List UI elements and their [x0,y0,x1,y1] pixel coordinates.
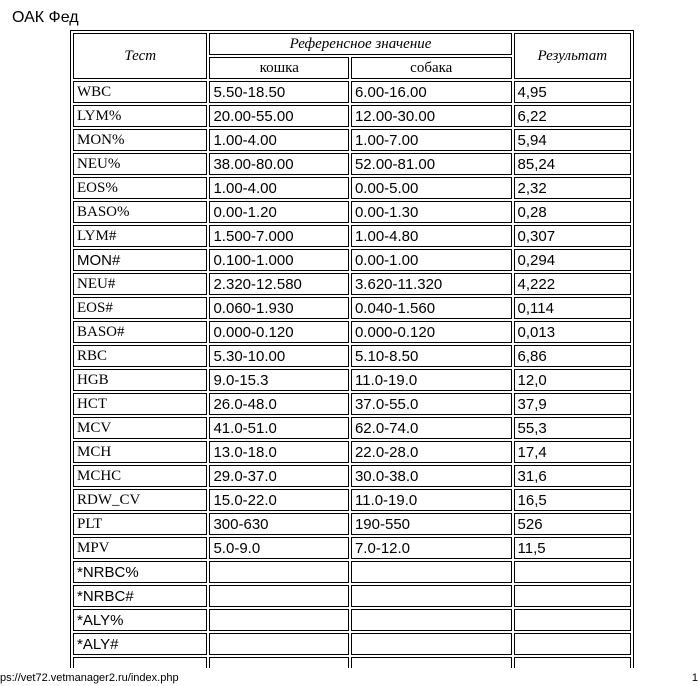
table-row [73,633,631,655]
cell-test: *NRBC# [73,585,207,607]
cell-result: 5,94 [514,129,631,151]
cell-dog [351,561,512,583]
cell-cat: 0.100-1.000 [209,249,349,271]
cell-test: PLT [73,513,207,535]
cell-dog: 3.620-11.320 [351,273,512,295]
cell-test: HGB [73,369,207,391]
cell-cat: 1.00-4.00 [209,129,349,151]
cell-result: 11,5 [514,537,631,559]
cell-test: WBC [73,81,207,103]
cell-dog: 5.10-8.50 [351,345,512,367]
cell-cat: 1.500-7.000 [209,225,349,247]
table-row [73,225,631,247]
cell-test: EOS# [73,297,207,319]
cell-result: 6,22 [514,105,631,127]
table-row [73,201,631,223]
cell-test: HCT [73,393,207,415]
table-row [73,81,631,103]
cell-result: 12,0 [514,369,631,391]
table-row [73,369,631,391]
cell-dog: 62.0-74.0 [351,417,512,439]
cell-cat [209,633,349,655]
table-row [73,105,631,127]
cell-result [514,657,631,668]
cell-dog: 37.0-55.0 [351,393,512,415]
cell-cat: 5.50-18.50 [209,81,349,103]
cell-cat: 0.060-1.930 [209,297,349,319]
cell-test: MPV [73,537,207,559]
cell-result: 31,6 [514,465,631,487]
cell-result: 55,3 [514,417,631,439]
cell-cat: 1.00-4.00 [209,177,349,199]
cell-result [514,585,631,607]
cell-test: *NRBC% [73,561,207,583]
cell-dog [351,585,512,607]
footer-url: ps://vet72.vetmanager2.ru/index.php [0,672,179,684]
header-cat: кошка [209,57,349,79]
cell-dog: 0.00-5.00 [351,177,512,199]
cell-test: MCHC [73,465,207,487]
cell-result: 37,9 [514,393,631,415]
cell-test: BASO% [73,201,207,223]
cell-test: LYM# [73,225,207,247]
cell-result: 0,294 [514,249,631,271]
cell-result [514,561,631,583]
cell-result: 2,32 [514,177,631,199]
cell-dog: 30.0-38.0 [351,465,512,487]
cell-dog: 11.0-19.0 [351,369,512,391]
cell-dog: 52.00-81.00 [351,153,512,175]
cell-dog: 190-550 [351,513,512,535]
header-dog: собака [351,57,512,79]
table-row [73,561,631,583]
cell-result: 0,28 [514,201,631,223]
table-row [73,657,631,668]
cell-dog: 11.0-19.0 [351,489,512,511]
cell-test: *ALY% [73,609,207,631]
cell-cat: 0.000-0.120 [209,321,349,343]
cell-result [514,633,631,655]
cell-test: *ALY# [73,633,207,655]
cell-test: NEU% [73,153,207,175]
cell-test: LYM% [73,105,207,127]
cell-cat: 9.0-15.3 [209,369,349,391]
cell-dog: 22.0-28.0 [351,441,512,463]
table-row [73,273,631,295]
cell-dog [351,633,512,655]
cell-test: NEU# [73,273,207,295]
table-row [73,177,631,199]
header-row [73,33,631,55]
cell-cat: 0.00-1.20 [209,201,349,223]
cell-cat: 29.0-37.0 [209,465,349,487]
cell-cat [209,609,349,631]
cell-test [73,657,207,668]
header-test: Тест [73,33,207,79]
cell-test: MON# [73,249,207,271]
cell-dog [351,657,512,668]
cell-result: 0,013 [514,321,631,343]
cell-result: 526 [514,513,631,535]
cell-cat: 38.00-80.00 [209,153,349,175]
cell-cat: 20.00-55.00 [209,105,349,127]
cell-test: RDW_CV [73,489,207,511]
header-reference: Референсное значение [209,33,511,55]
cell-cat [209,657,349,668]
cell-result [514,609,631,631]
cell-test: MON% [73,129,207,151]
table-row [73,345,631,367]
table-row [73,153,631,175]
header-result: Результат [514,33,631,79]
cell-cat: 5.0-9.0 [209,537,349,559]
table-row [73,441,631,463]
table-row [73,465,631,487]
cell-result: 85,24 [514,153,631,175]
cell-dog: 0.00-1.00 [351,249,512,271]
table-row [73,321,631,343]
cell-cat [209,585,349,607]
cell-cat: 15.0-22.0 [209,489,349,511]
table-row [73,585,631,607]
cell-result: 4,222 [514,273,631,295]
page-title: ОАК Фед [12,9,79,26]
table-row [73,609,631,631]
cell-dog: 1.00-4.80 [351,225,512,247]
cell-test: RBC [73,345,207,367]
table-row [73,129,631,151]
cell-cat [209,561,349,583]
cell-result: 0,114 [514,297,631,319]
cell-dog: 0.00-1.30 [351,201,512,223]
table-row [73,249,631,271]
cell-cat: 41.0-51.0 [209,417,349,439]
footer-page-number: 1 [691,672,698,684]
results-table [71,31,633,668]
cell-cat: 5.30-10.00 [209,345,349,367]
cell-dog: 0.040-1.560 [351,297,512,319]
table-row [73,393,631,415]
cell-dog: 1.00-7.00 [351,129,512,151]
cell-test: MCH [73,441,207,463]
cell-cat: 2.320-12.580 [209,273,349,295]
results-table-container [70,30,634,668]
cell-dog: 12.00-30.00 [351,105,512,127]
cell-result: 4,95 [514,81,631,103]
cell-result: 16,5 [514,489,631,511]
cell-test: MCV [73,417,207,439]
table-row [73,537,631,559]
cell-dog: 7.0-12.0 [351,537,512,559]
cell-cat: 300-630 [209,513,349,535]
cell-test: BASO# [73,321,207,343]
cell-dog: 6.00-16.00 [351,81,512,103]
table-row [73,297,631,319]
table-row [73,513,631,535]
cell-result: 17,4 [514,441,631,463]
cell-cat: 26.0-48.0 [209,393,349,415]
cell-dog [351,609,512,631]
cell-test: EOS% [73,177,207,199]
cell-result: 6,86 [514,345,631,367]
cell-result: 0,307 [514,225,631,247]
table-row [73,417,631,439]
table-row [73,489,631,511]
cell-cat: 13.0-18.0 [209,441,349,463]
cell-dog: 0.000-0.120 [351,321,512,343]
